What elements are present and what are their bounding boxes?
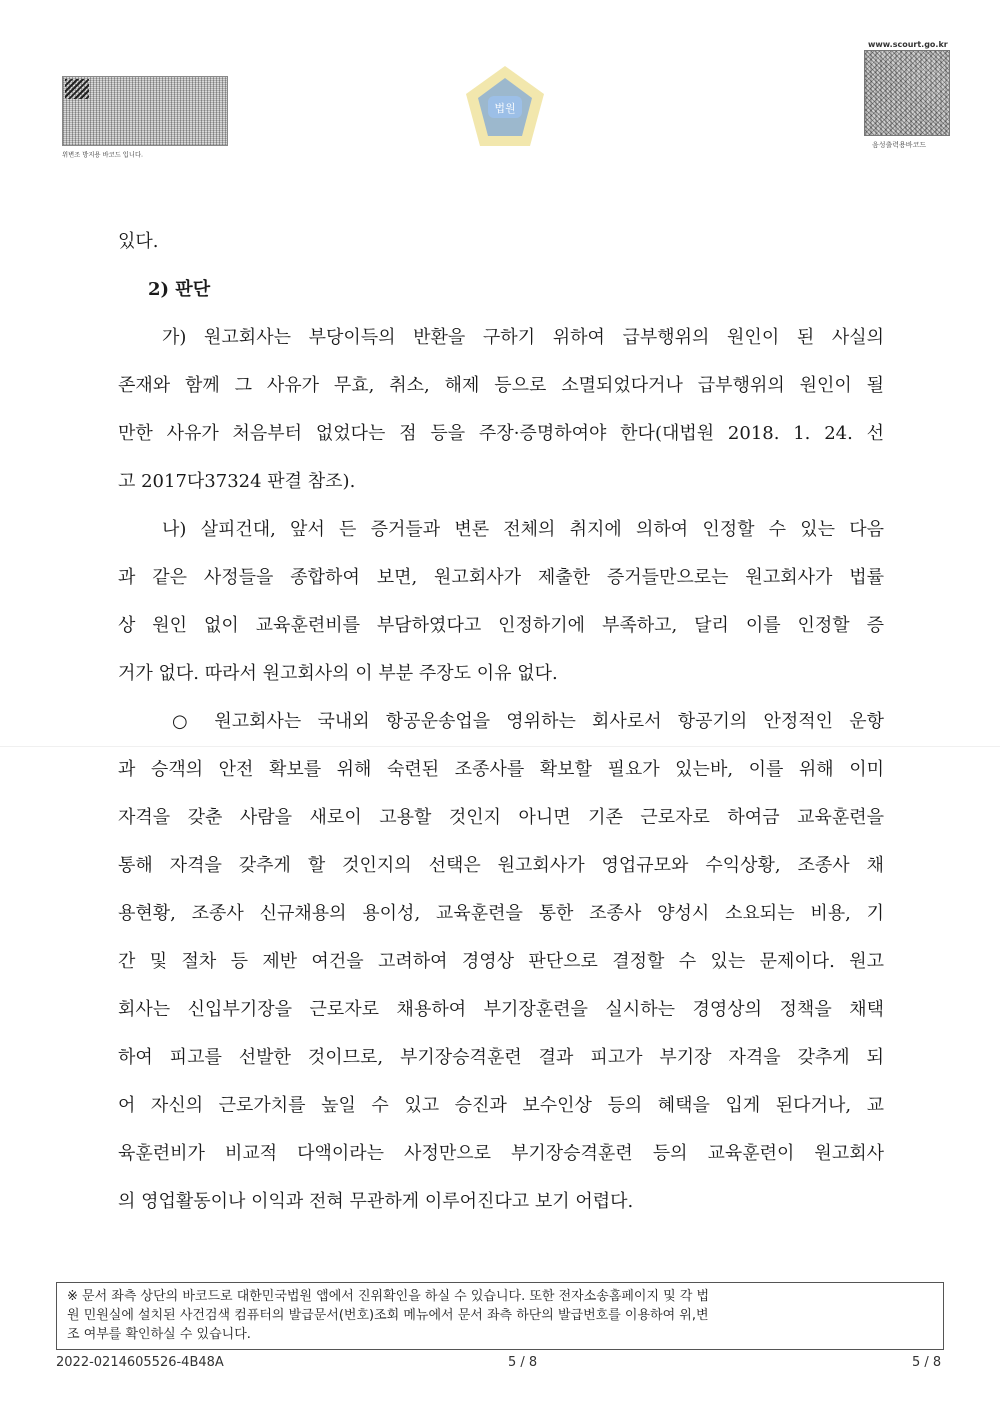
body-line: 육훈련비가 비교적 다액이라는 사정만으로 부기장승격훈련 등의 교육훈련이 원고회사 xyxy=(118,1143,884,1164)
body-line: 통해 자격을 갖추게 할 것인지의 선택은 원고회사가 영업규모와 수익상황, 조종사 채 xyxy=(118,855,884,876)
body-line: 과 같은 사정들을 종합하여 보면, 원고회사가 제출한 증거들만으로는 원고회사가 법률 xyxy=(118,567,884,588)
emblem-label: 법원 xyxy=(494,102,516,115)
page-number-right: 5 / 8 xyxy=(912,1355,942,1370)
body-line: 고 2017다37324 판결 참조). xyxy=(118,471,356,492)
page-number-center: 5 / 8 xyxy=(508,1355,538,1370)
section-heading: 2) 판단 xyxy=(148,279,211,300)
anti-forgery-barcode xyxy=(62,76,228,146)
barcode-caption: 위변조 방지용 바코드 입니다. xyxy=(62,150,144,159)
judgment-body xyxy=(118,218,884,1226)
site-url: www.scourt.go.kr xyxy=(868,40,948,49)
body-line: 하여 피고를 선발한 것이므로, 부기장승격훈련 결과 피고가 부기장 자격을 갖추게 되 xyxy=(118,1047,884,1068)
voice-output-qr-code xyxy=(864,50,950,136)
court-emblem-icon xyxy=(462,62,548,152)
issue-number: 2022-0214605526-4B48A xyxy=(56,1355,224,1370)
notice-line: 원 민원실에 설치된 사건검색 컴퓨터의 발급문서(번호)조회 메뉴에서 문서 좌측 하단의 발급번호를 이용하여 위,변 xyxy=(67,1308,709,1323)
body-line: 간 및 절차 등 제반 여건을 고려하여 경영상 판단으로 결정할 수 있는 문제이다. 원고 xyxy=(118,951,884,972)
body-line: 용현황, 조종사 신규채용의 용이성, 교육훈련을 통한 조종사 양성시 소요되는 비용, 기 xyxy=(118,903,884,924)
body-line: 나) 살피건대, 앞서 든 증거들과 변론 전체의 취지에 의하여 인정할 수 있는 다음 xyxy=(162,519,884,540)
barcode-corner-mark xyxy=(65,79,89,99)
verification-notice xyxy=(56,1282,944,1350)
body-line: 만한 사유가 처음부터 없었다는 점 등을 주장·증명하여야 한다(대법원 2018. 1. 24. 선 xyxy=(118,423,884,444)
body-line: 과 승객의 안전 확보를 위해 숙련된 조종사를 확보할 필요가 있는바, 이를 위해 이미 xyxy=(118,759,884,780)
body-line: 어 자신의 근로가치를 높일 수 있고 승진과 보수인상 등의 혜택을 입게 된다거나, 교 xyxy=(118,1095,884,1116)
body-line: 가) 원고회사는 부당이득의 반환을 구하기 위하여 급부행위의 원인이 된 사실의 xyxy=(162,327,884,348)
body-line: ○ 원고회사는 국내외 항공운송업을 영위하는 회사로서 항공기의 안정적인 운항 xyxy=(172,711,884,732)
body-line: 의 영업활동이나 이익과 전혀 무관하게 이루어진다고 보기 어렵다. xyxy=(118,1191,634,1212)
qr-caption: 음성출력용바코드 xyxy=(872,141,927,149)
body-line: 존재와 함께 그 사유가 무효, 취소, 해제 등으로 소멸되었다거나 급부행위의 원인이 될 xyxy=(118,375,884,396)
body-line: 있다. xyxy=(118,231,159,252)
body-line: 회사는 신입부기장을 근로자로 채용하여 부기장훈련을 실시하는 경영상의 정책을 채택 xyxy=(118,999,884,1020)
notice-line: ※ 문서 좌측 상단의 바코드로 대한민국법원 앱에서 진위확인을 하실 수 있습니다. 또한 전자소송홈페이지 및 각 법 xyxy=(67,1289,710,1304)
notice-line: 조 여부를 확인하실 수 있습니다. xyxy=(67,1327,251,1342)
body-line: 자격을 갖춘 사람을 새로이 고용할 것인지 아니면 기존 근로자로 하여금 교육훈련을 xyxy=(118,807,884,828)
body-line: 거가 없다. 따라서 원고회사의 이 부분 주장도 이유 없다. xyxy=(118,663,558,684)
body-line: 상 원인 없이 교육훈련비를 부담하였다고 인정하기에 부족하고, 달리 이를 인정할 증 xyxy=(118,615,884,636)
